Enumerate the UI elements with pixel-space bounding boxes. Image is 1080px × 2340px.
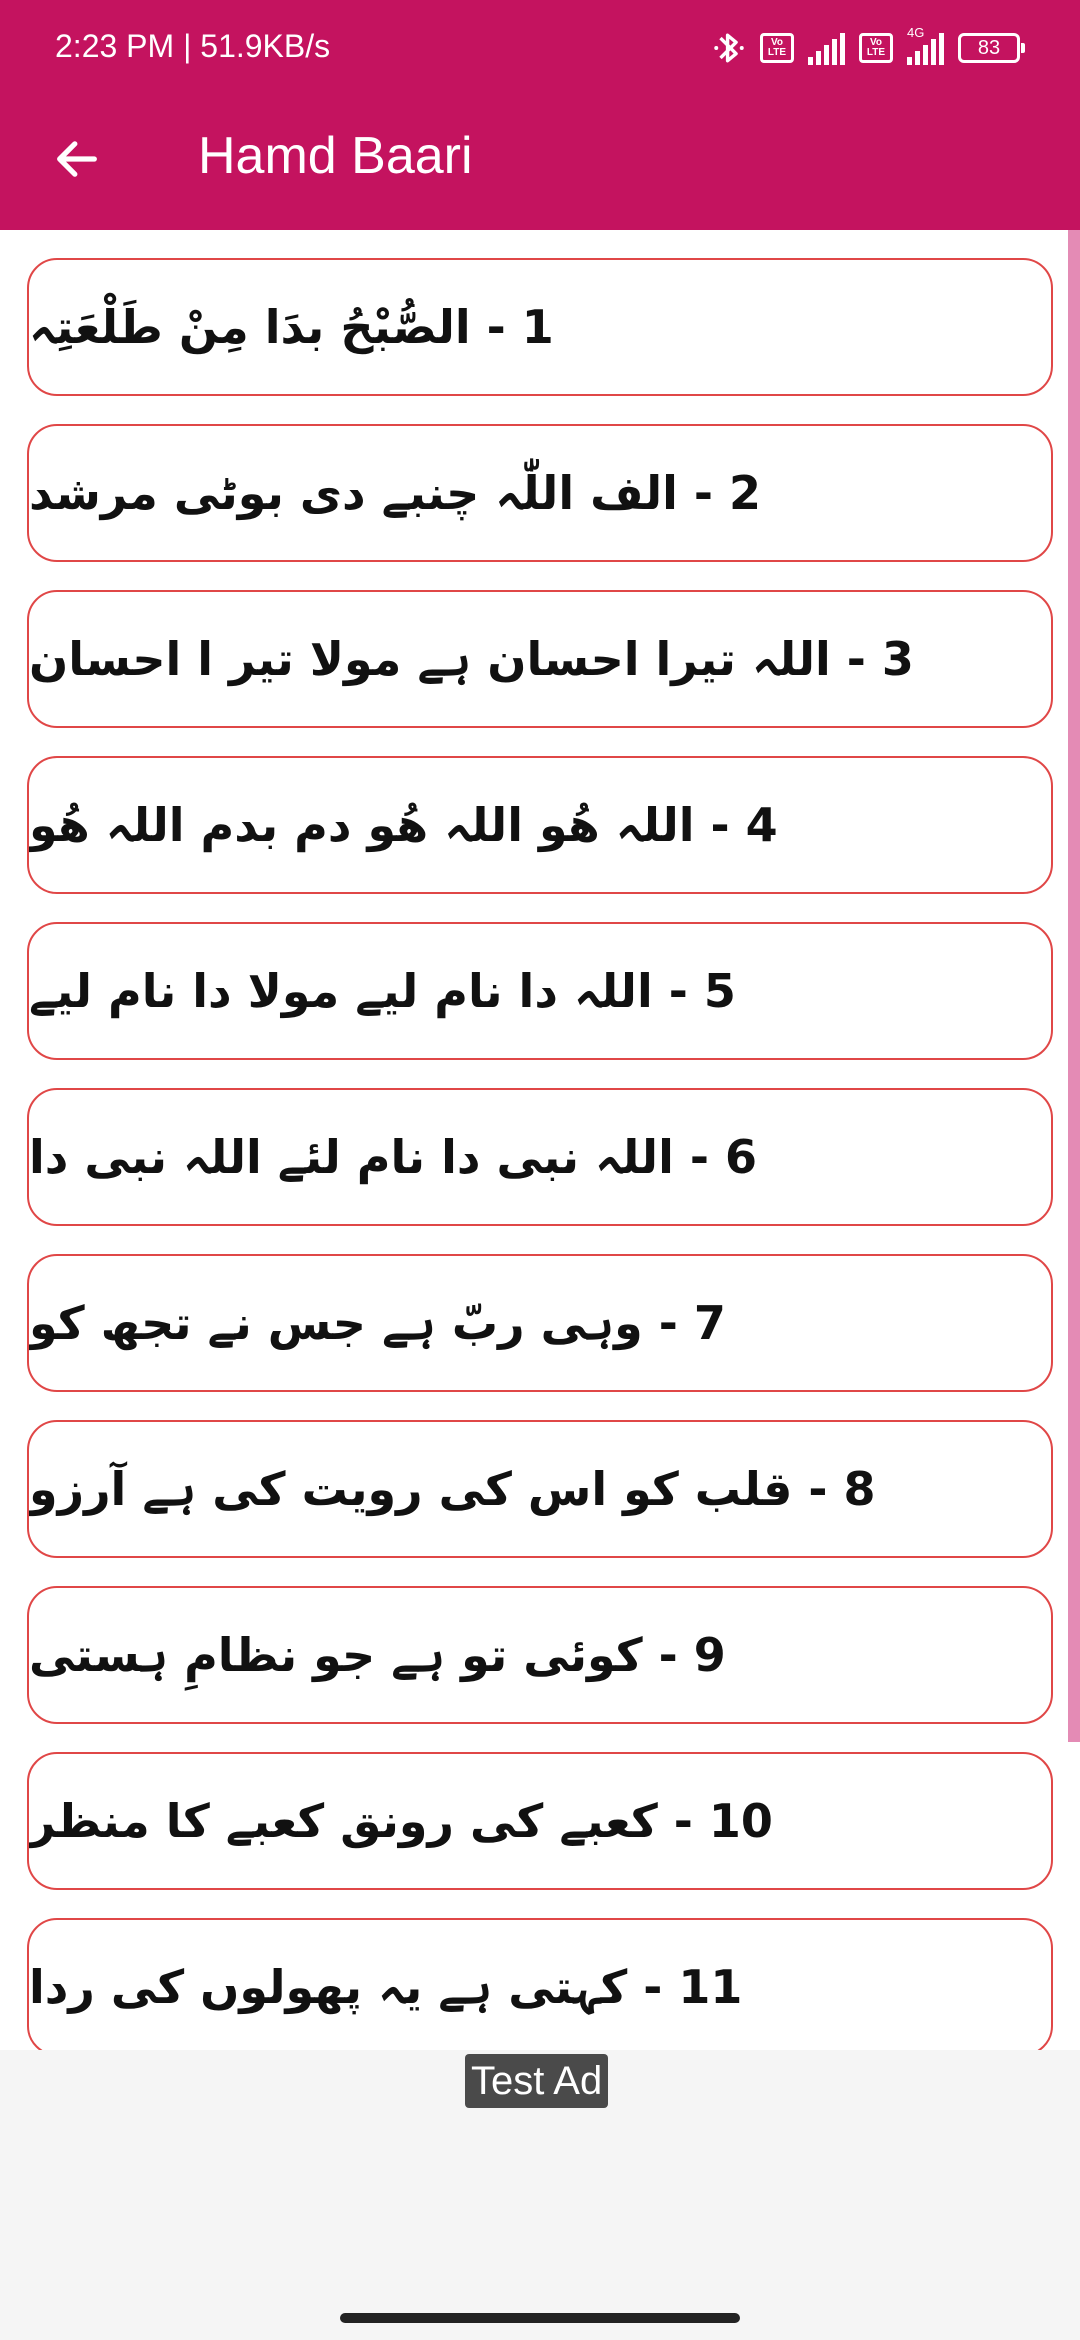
volte-icon-2: Vo LTE bbox=[859, 33, 893, 63]
ad-banner[interactable] bbox=[0, 2050, 1080, 2290]
arrow-left-icon bbox=[51, 133, 103, 185]
list-item[interactable] bbox=[27, 424, 1053, 562]
status-icons bbox=[712, 26, 1020, 70]
volte-icon-1: Vo LTE bbox=[760, 33, 794, 63]
scrollbar[interactable] bbox=[1068, 230, 1080, 1742]
list-item[interactable] bbox=[27, 1752, 1053, 1890]
list-item-label: 1 - الصُّبْحُ بدَا مِنْ طَلْعَتِہ bbox=[29, 300, 554, 354]
page-title: Hamd Baari bbox=[198, 127, 473, 185]
app-header bbox=[0, 0, 1080, 230]
list-item-label: 8 - قلب کو اس کی رویت کی ہے آرزو bbox=[29, 1462, 876, 1516]
list-item[interactable] bbox=[27, 1088, 1053, 1226]
signal-icon-2 bbox=[907, 25, 944, 65]
network-type: 4G bbox=[907, 25, 925, 40]
hamd-list-area[interactable] bbox=[0, 230, 1080, 2050]
signal-icon-1 bbox=[808, 31, 845, 65]
battery-icon: 83 bbox=[958, 33, 1020, 63]
app-bar bbox=[0, 96, 1080, 230]
status-bar bbox=[0, 0, 1080, 96]
list-item-label: 2 - الف اللّٰہ چنبے دی بوٹی مرشد bbox=[29, 466, 762, 520]
back-button[interactable] bbox=[42, 124, 112, 194]
home-indicator[interactable] bbox=[340, 2313, 740, 2323]
list-item[interactable] bbox=[27, 1586, 1053, 1724]
ad-label: Test Ad bbox=[465, 2054, 608, 2108]
list-item-label: 3 - اللہ تیرا احسان ہے مولا تیر ا احسان bbox=[29, 632, 914, 686]
list-item[interactable] bbox=[27, 1918, 1053, 2050]
list-item-label: 6 - اللہ نبی دا نام لئے اللہ نبی دا bbox=[29, 1130, 757, 1184]
list-item[interactable] bbox=[27, 590, 1053, 728]
list-item[interactable] bbox=[27, 1420, 1053, 1558]
list-item[interactable] bbox=[27, 1254, 1053, 1392]
list-item[interactable] bbox=[27, 922, 1053, 1060]
list-item-label: 4 - اللہ ھُو اللہ ھُو دم بدم اللہ ھُو bbox=[29, 798, 778, 852]
list-item[interactable] bbox=[27, 756, 1053, 894]
bluetooth-icon bbox=[712, 28, 746, 68]
list-item-label: 11 - کہتی ہے یہ پھولوں کی ردا bbox=[29, 1960, 743, 2014]
hamd-list bbox=[27, 258, 1053, 2050]
list-item-label: 10 - کعبے کی رونق کعبے کا منظر bbox=[29, 1794, 773, 1848]
list-item-label: 7 - وہی ربّ ہے جس نے تجھ کو bbox=[29, 1296, 726, 1350]
list-item[interactable] bbox=[27, 258, 1053, 396]
status-time: 2:23 PM | 51.9KB/s bbox=[55, 28, 331, 64]
list-item-label: 9 - کوئی تو ہے جو نظامِ ہستی bbox=[29, 1628, 726, 1682]
list-item-label: 5 - اللہ دا نام لیے مولا دا نام لیے bbox=[29, 964, 736, 1018]
